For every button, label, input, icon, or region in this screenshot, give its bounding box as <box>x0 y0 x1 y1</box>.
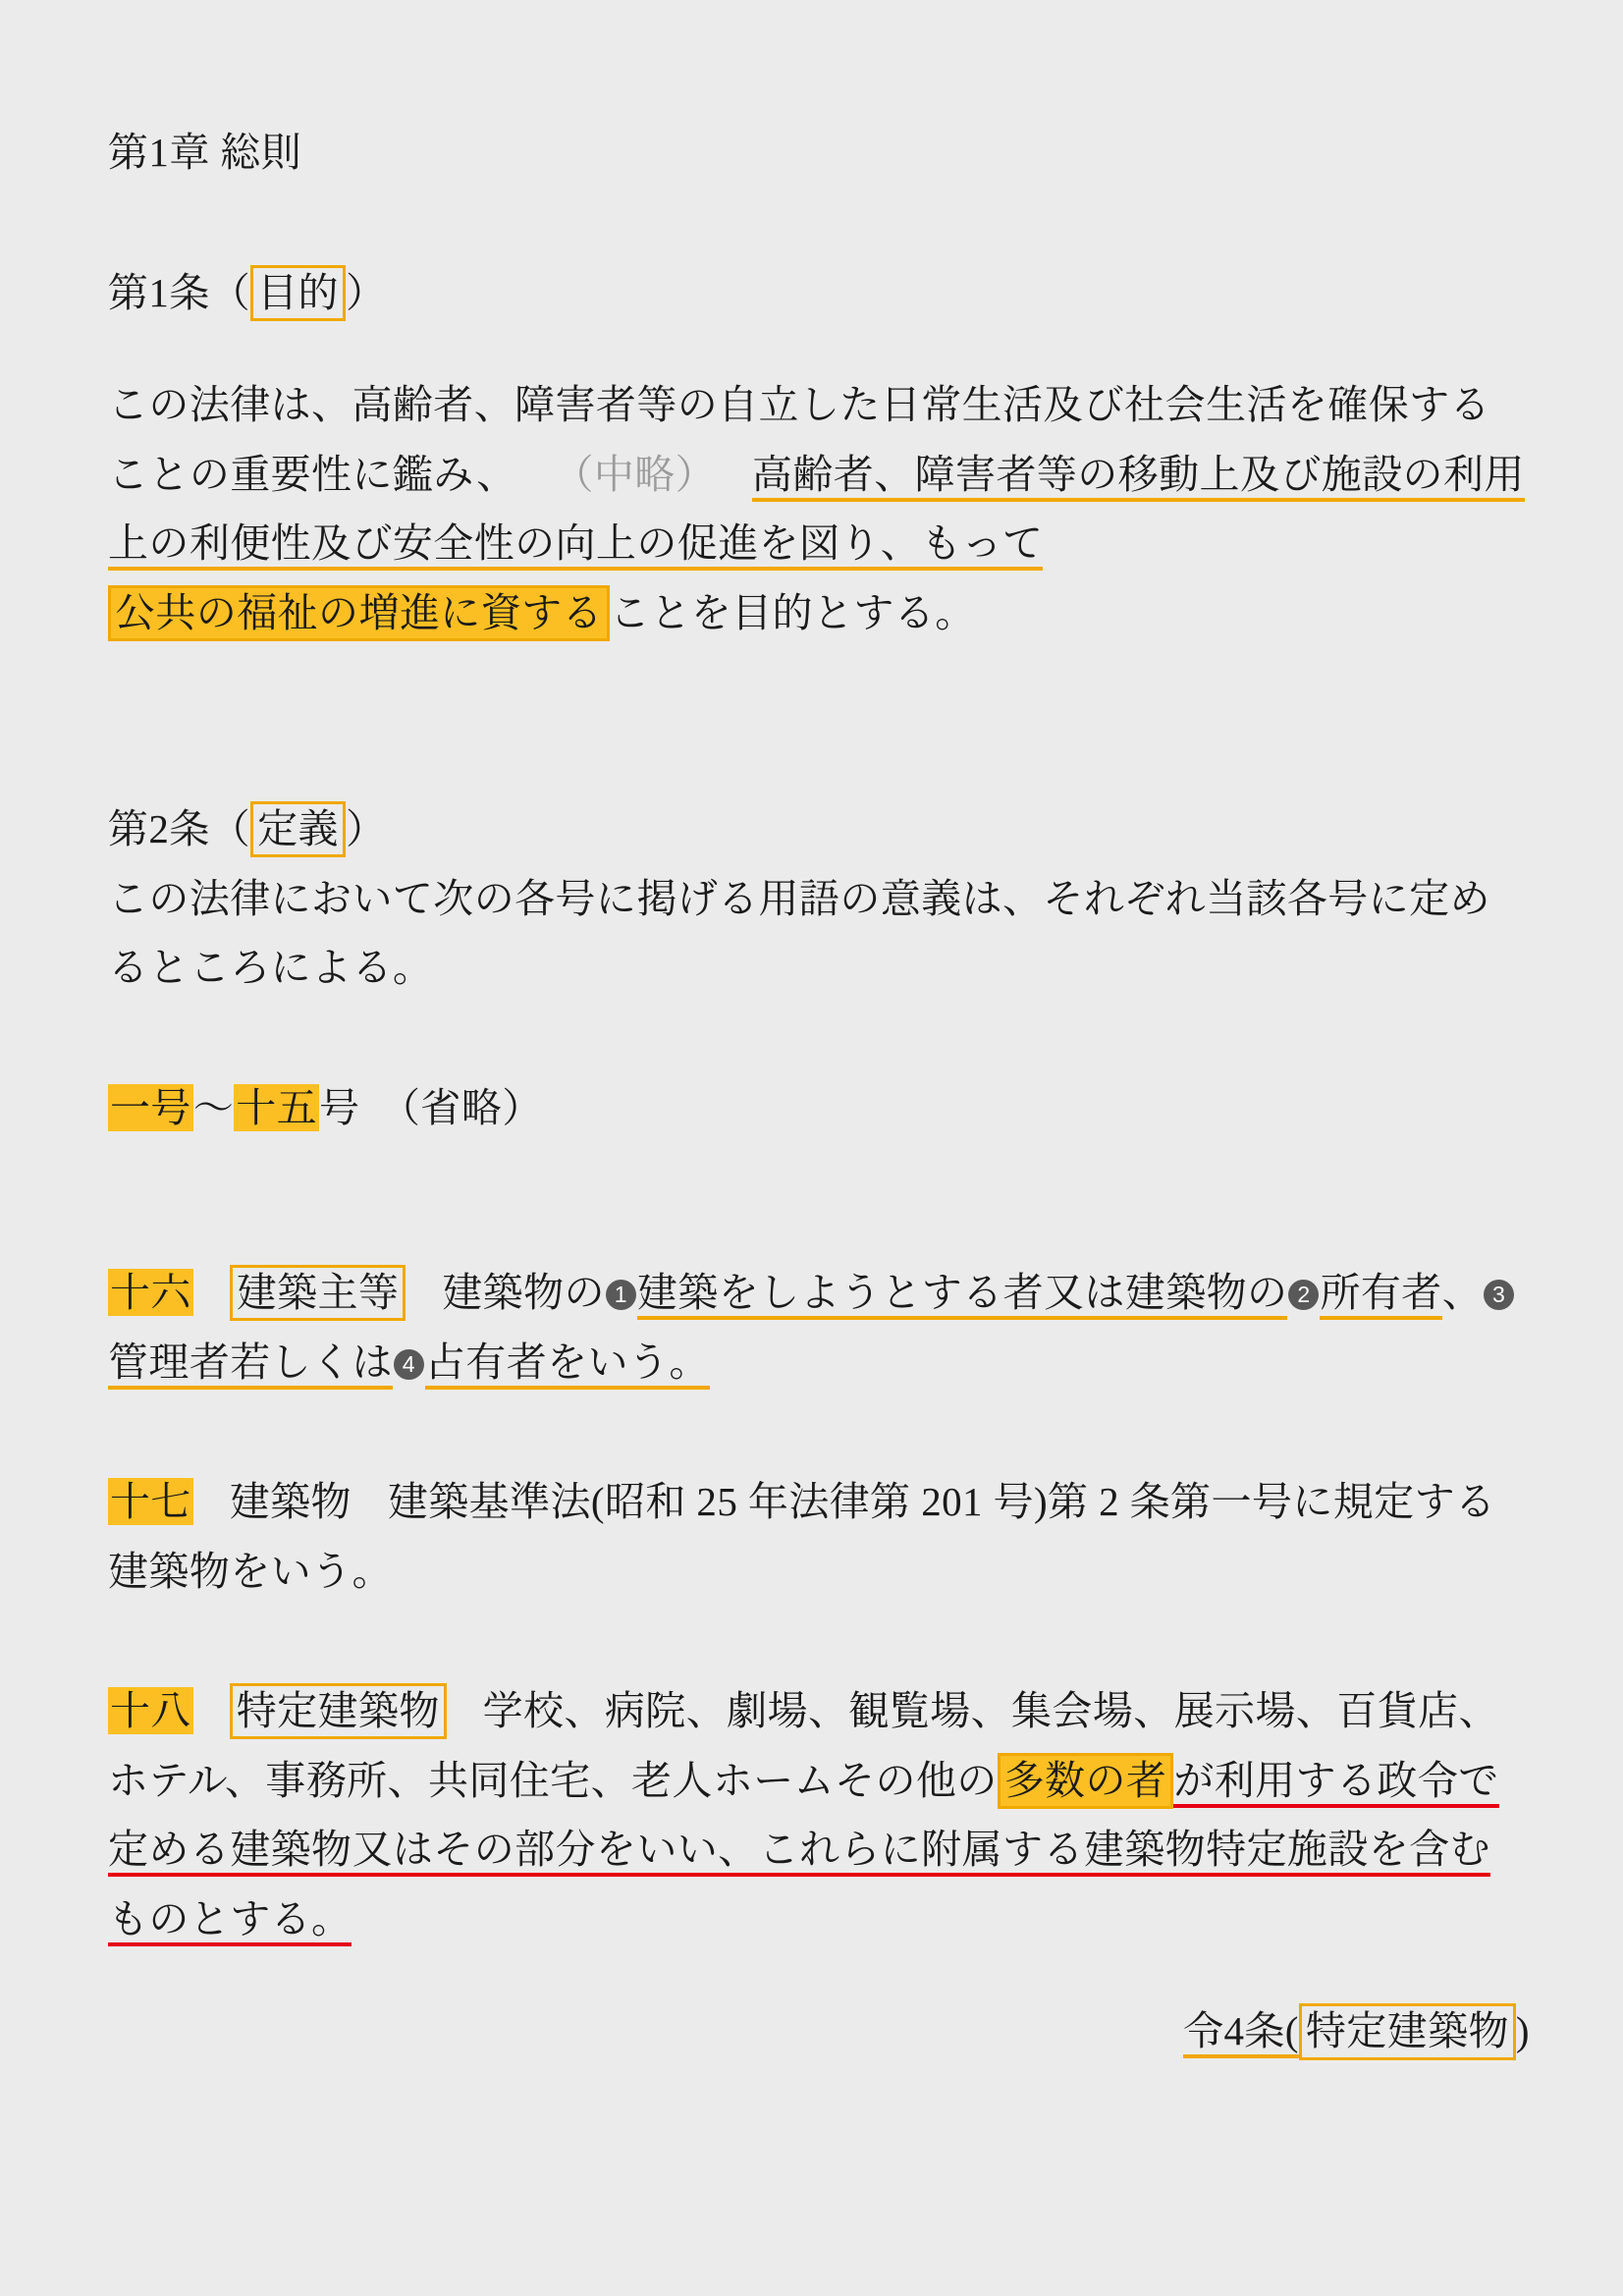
article-2-heading <box>108 794 1530 864</box>
item-18-term: 特定建築物 <box>230 1683 447 1739</box>
marker-3-icon: 3 <box>1484 1280 1514 1310</box>
item-18-text-part-1: 学校、病院、劇場、観覧場、集会場、展示場、百貨店、ホテル、事務所、共同住宅、老人ホームその他の <box>108 1688 1499 1803</box>
spacer <box>108 1953 1530 1996</box>
article-2-body-text: この法律において次の各号に掲げる用語の意義は、それぞれ当該各号に定めるところによる。 <box>108 875 1490 991</box>
item-18-text-part-2: が利用する政令で定める建築物又はその部分をいい、これらに附属する建築物特定施設を含むものとする。 <box>108 1758 1499 1946</box>
article-1-body-part-2: 高齢者、障害者等の移動上及び施設の利用上の利便性及び安全性の向上の促進を図り、もって <box>108 452 1525 572</box>
footer-reference-prefix: 令4条( <box>1183 2008 1299 2058</box>
article-1-body-part-3: ことを目的とする。 <box>609 589 976 635</box>
item-16-term: 建築主等 <box>230 1265 406 1321</box>
footer-reference-term: 特定建築物 <box>1299 2003 1516 2059</box>
item-18 <box>108 1676 1530 1953</box>
item-16 <box>108 1258 1530 1396</box>
spacer <box>108 188 1530 258</box>
article-2-title: 定義 <box>250 801 346 857</box>
item-16-text-part-4: 、 <box>1441 1270 1484 1316</box>
article-2-label-close: ） <box>345 806 387 852</box>
omitted-items-note: （省略） <box>380 1084 543 1130</box>
spacer <box>108 1396 1530 1467</box>
omitted-items-line <box>108 1073 1530 1143</box>
item-18-highlight: 多数の者 <box>998 1753 1174 1809</box>
footer-reference-suffix: ) <box>1515 2008 1530 2054</box>
article-1-highlight: 公共の福祉の増進に資する <box>108 585 610 641</box>
item-16-text-part-6: 占有者をいう。 <box>425 1339 710 1390</box>
article-1-title: 目的 <box>250 265 346 321</box>
article-1-omission: （中略） <box>553 451 717 497</box>
omitted-items-from: 一号 <box>110 1084 191 1130</box>
article-1-body <box>108 370 1530 647</box>
item-17 <box>108 1467 1530 1606</box>
omitted-items-tilde: 〜 <box>192 1084 235 1130</box>
item-18-number: 十八 <box>110 1688 191 1734</box>
marker-2-icon: 2 <box>1288 1280 1319 1310</box>
item-17-text: 建築基準法(昭和 25 年法律第 201 号)第 2 条第一号に規定する建築物をいう。 <box>108 1479 1496 1594</box>
spacer <box>108 1142 1530 1258</box>
marker-4-icon: 4 <box>394 1349 424 1380</box>
spacer <box>108 1003 1530 1073</box>
article-1-heading <box>108 258 1530 328</box>
item-16-text-part-3: 所有者 <box>1320 1270 1441 1320</box>
marker-1-icon: 1 <box>606 1280 636 1310</box>
spacer <box>108 647 1530 794</box>
article-1-body-part-1: この法律は、高齢者、障害者等の自立した日常生活及び社会生活を確保することの重要性に鑑み、 <box>108 382 1490 497</box>
chapter-heading <box>108 118 1530 188</box>
omitted-items-to: 十五 <box>236 1084 318 1130</box>
item-16-text-part-5: 管理者若しくは <box>108 1339 393 1390</box>
omitted-items-to-suffix: 号 <box>319 1084 360 1130</box>
spacer <box>108 327 1530 370</box>
item-16-text-part-1: 建築物の <box>442 1270 605 1316</box>
item-17-term: 建築物 <box>229 1479 352 1525</box>
article-1-label: 第1条（ <box>108 269 251 315</box>
article-2-body <box>108 864 1530 1003</box>
article-2-label: 第2条（ <box>108 806 251 852</box>
document-body <box>108 118 1530 2066</box>
footer-reference <box>108 1996 1530 2066</box>
spacer <box>108 1606 1530 1676</box>
item-16-text-part-2: 建築をしようとする者又は建築物の <box>637 1270 1288 1320</box>
item-16-number: 十六 <box>110 1270 191 1316</box>
item-17-number: 十七 <box>110 1479 191 1525</box>
article-1-label-close: ） <box>345 269 387 315</box>
chapter-heading-text: 第1章 総則 <box>108 130 302 175</box>
